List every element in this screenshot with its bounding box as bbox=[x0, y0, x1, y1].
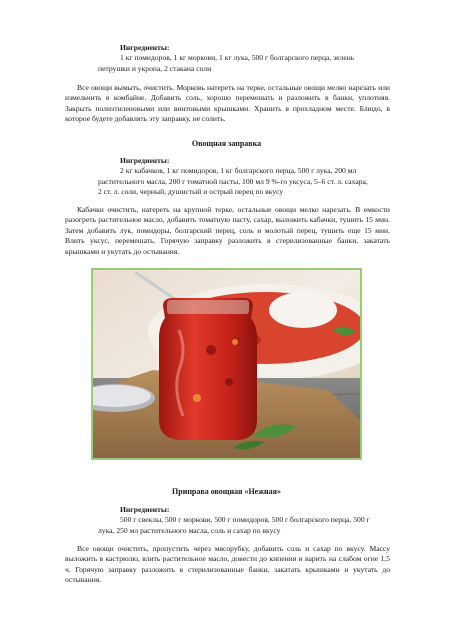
recipe3-instructions: Все овощи очистить, пропустить через мясорубку, добавить соль и сахар по вкусу. Массу выложить в кастрюлю, влить растительное масло, довести до кипения и варить на слабом огне 1,5 ч. Горячую заправку разложить в стерилизованные банки, закатать крышками и укутать до остывания. bbox=[65, 544, 390, 585]
ingredients-line: 1 кг помидоров, 1 кг моркови, 1 кг лука, 500 г болгарского перца, зелень bbox=[120, 53, 355, 63]
recipe3-ingredients bbox=[98, 505, 408, 536]
sauce-jar-photo bbox=[91, 268, 362, 460]
ingredients-line: 2 кг кабачков, 1 кг помидоров, 1 кг болгарского перца, 500 г лука, 200 мл bbox=[120, 166, 357, 176]
ingredients-label: Ингредиенты: bbox=[120, 43, 170, 52]
recipe2-ingredients bbox=[98, 156, 408, 198]
ingredients-line: лука, 250 мл растительного масла, соль и сахар по вкусу bbox=[98, 525, 281, 535]
sauce-jar-image bbox=[93, 270, 360, 458]
ingredients-label: Ингредиенты: bbox=[120, 505, 170, 514]
recipe2-instructions: Кабачки очистить, натереть на крупной терке, остальные овощи мелко нарезать. В емкости разогреть растительное масло, добавить томатную пасту, сахар, выложить кабачки, тушить 15 мин. Затем добавить лук, помидоры, болгарский перец, соль и молотый перец, тушить еще 15 мин. Влить уксус, перемешать. Горячую заправку разложить в стерилизованные банки, закатать крышками и укутать до остывания. bbox=[65, 205, 390, 256]
recipe2-title: Овощная заправка bbox=[191, 139, 262, 148]
ingredients-line: 2 ст. л. соли, черный, душистый и острый перец по вкусу bbox=[98, 187, 284, 197]
recipe1-instructions: Все овощи вымыть, очистить. Морковь натереть на терке, остальные овощи мелко нарезать или измельчить в комбайне. Добавить соль, хорошо перемешать и разложить в банки, уплотняя. Закрыть полиэтиленовыми или винтовыми крышками. Хранить в прохладном месте. Блюдо, в которое будете добавлять эту заправку, не солить. bbox=[65, 83, 390, 124]
recipe1-ingredients bbox=[98, 43, 403, 74]
ingredients-line: растительного масла, 200 г томатной пасты, 100 мл 9 %-го уксуса, 5–6 ст. л. сахара, bbox=[98, 176, 368, 186]
recipe3-title: Приправа овощная «Нежная» bbox=[172, 487, 281, 496]
ingredients-line: 500 г свеклы, 500 г моркови, 500 г помидоров, 500 г болгарского перца, 500 г bbox=[120, 515, 370, 525]
ingredients-line: петрушки и укропа, 2 стакана соли bbox=[98, 63, 212, 73]
ingredients-label: Ингредиенты: bbox=[120, 156, 170, 165]
